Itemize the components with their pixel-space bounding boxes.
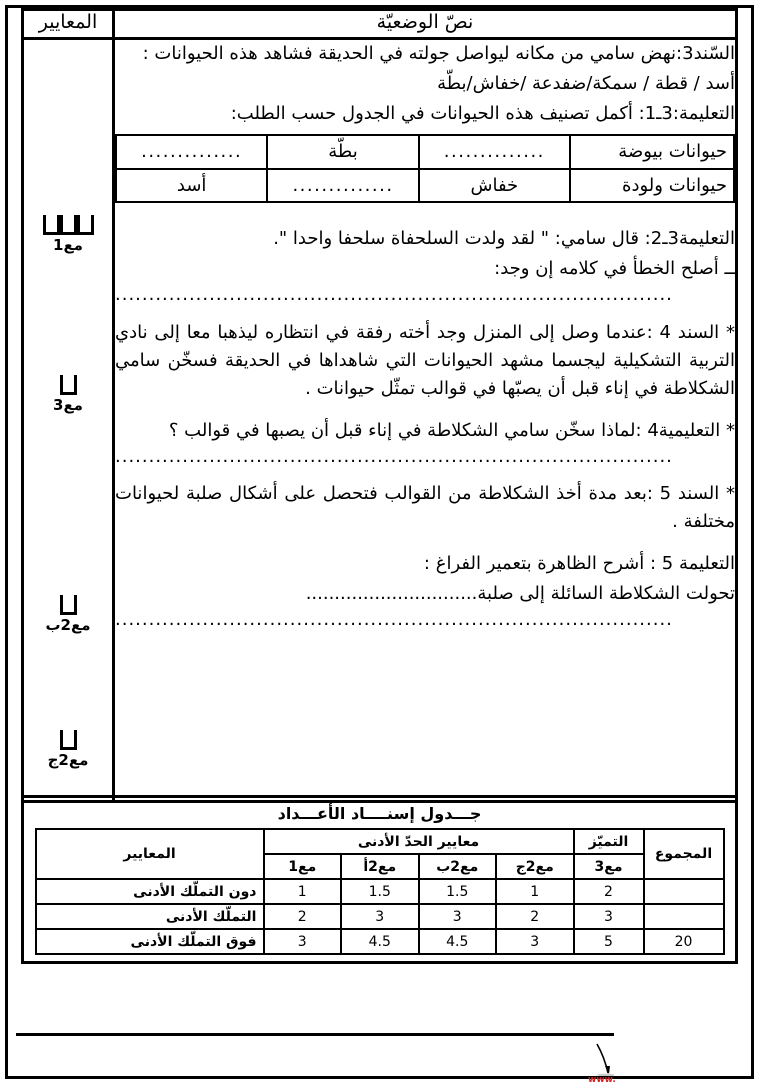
table-row bbox=[36, 929, 724, 954]
cell-viviparous-3[interactable]: أسد bbox=[116, 169, 267, 203]
row-2-label: فوق التملّك الأدنى bbox=[36, 929, 264, 954]
row-2-value-2a[interactable]: 4.5 bbox=[341, 929, 419, 954]
row-0-value-2b[interactable]: 1.5 bbox=[419, 879, 497, 904]
row-1-distinction[interactable]: 3 bbox=[574, 904, 644, 929]
exam-content-cell bbox=[114, 39, 737, 802]
marks-table-title: جـــدول إسنــــاد الأعـــداد bbox=[277, 804, 482, 823]
header-min-code-2a: مع2أ bbox=[341, 854, 419, 879]
animals-list-line: أسد / قطة / سمكة/ضفدعة /خفاش/بطّة bbox=[437, 72, 735, 94]
row-0-value-2a[interactable]: 1.5 bbox=[341, 879, 419, 904]
criteria-label-mark-1: مع1 bbox=[53, 236, 83, 254]
answer-dots-line-2[interactable]: ................................................................................... bbox=[115, 446, 673, 467]
header-criteria: المعايير bbox=[36, 829, 264, 879]
row-2-distinction[interactable]: 5 bbox=[574, 929, 644, 954]
header-min-group: معايير الحدّ الأدنى bbox=[264, 829, 574, 854]
row-1-value-1[interactable]: 2 bbox=[264, 904, 342, 929]
ubox-group-mark-1 bbox=[24, 215, 112, 235]
row-label-viviparous: حيوانات ولودة bbox=[570, 169, 734, 203]
score-box-icon[interactable] bbox=[43, 215, 60, 235]
criteria-mark-2b[interactable] bbox=[24, 595, 112, 634]
answer-dots-line-3[interactable]: ................................................................................... bbox=[115, 609, 673, 630]
table-row bbox=[116, 169, 734, 203]
table-header-row bbox=[23, 10, 737, 39]
header-criteria-column: المعايير bbox=[23, 10, 114, 39]
exam-layout-table bbox=[21, 8, 738, 803]
criteria-label-mark-3: مع3 bbox=[53, 396, 83, 414]
instruction-3-1: التعليمة:3ـ1: أكمل تصنيف هذه الحيوانات في الجدول حسب الطلب: bbox=[230, 102, 735, 124]
table-body-row bbox=[23, 39, 737, 802]
row-2-total[interactable]: 20 bbox=[644, 929, 724, 954]
animals-classification-table bbox=[115, 134, 735, 204]
row-label-oviparous: حيوانات بيوضة bbox=[570, 135, 734, 169]
score-box-icon[interactable] bbox=[60, 730, 77, 750]
answer-dots-line-1[interactable]: ................................................................................... bbox=[115, 285, 673, 306]
instruction-5-answer[interactable] bbox=[115, 580, 735, 608]
row-1-label: التملّك الأدنى bbox=[36, 904, 264, 929]
support-3-paragraph: السّند3:نهض سامي من مكانه ليواصل جولته في الحديقة فشاهد هذه الحيوانات : bbox=[142, 43, 735, 64]
row-2-value-2c[interactable]: 3 bbox=[496, 929, 574, 954]
cell-oviparous-3[interactable]: .............. bbox=[116, 135, 267, 169]
header-text-column: نصّ الوضعيّة bbox=[114, 10, 737, 39]
pen-scribble-icon bbox=[592, 1042, 614, 1076]
cell-oviparous-1[interactable]: .............. bbox=[419, 135, 570, 169]
footer-divider-line bbox=[16, 1033, 614, 1036]
header-min-code-2c: مع2ج bbox=[496, 854, 574, 879]
header-total: المجموع bbox=[644, 829, 724, 879]
marks-allocation-section bbox=[21, 795, 738, 964]
score-box-icon[interactable] bbox=[60, 595, 77, 615]
criteria-label-mark-2c: مع2ج bbox=[47, 751, 89, 769]
criteria-mark-1[interactable] bbox=[24, 215, 112, 254]
row-0-total[interactable] bbox=[644, 879, 724, 904]
site-watermark: www. bbox=[588, 1075, 616, 1085]
marks-header-row-1 bbox=[36, 829, 724, 854]
support-5-paragraph: * السند 5 :بعد مدة أخذ الشكلاطة من القوالب فتحصل على أشكال صلبة لحيوانات مختلفة . bbox=[115, 483, 735, 533]
ubox-group-mark-3 bbox=[24, 375, 112, 395]
row-1-value-2b[interactable]: 3 bbox=[419, 904, 497, 929]
row-0-value-1[interactable]: 1 bbox=[264, 879, 342, 904]
cell-oviparous-2[interactable]: بطّة bbox=[267, 135, 418, 169]
instruction-5-answer-text: تحولت الشكلاطة السائلة إلى صلبة bbox=[477, 583, 735, 605]
instruction-3-2: التعليمة3ـ2: قال سامي: " لقد ولدت السلحفاة سلحفا واحدا ". bbox=[273, 228, 735, 250]
ubox-group-mark-2c bbox=[24, 730, 112, 750]
ubox-group-mark-2b bbox=[24, 595, 112, 615]
cell-viviparous-1[interactable]: خفاش bbox=[419, 169, 570, 203]
criteria-mark-3[interactable] bbox=[24, 375, 112, 414]
criteria-label-mark-2b: مع2ب bbox=[45, 616, 91, 634]
row-1-value-2c[interactable]: 2 bbox=[496, 904, 574, 929]
row-1-total[interactable] bbox=[644, 904, 724, 929]
header-distinction: التميّز bbox=[574, 829, 644, 854]
row-0-distinction[interactable]: 2 bbox=[574, 879, 644, 904]
instruction-5-answer-dots: .............................. bbox=[305, 583, 478, 605]
header-distinction-code: مع3 bbox=[574, 854, 644, 879]
score-box-icon[interactable] bbox=[60, 215, 77, 235]
score-box-icon[interactable] bbox=[60, 375, 77, 395]
instruction-3-2-sub: ــ أصلح الخطأ في كلامه إن وجد: bbox=[494, 258, 735, 280]
header-min-code-2b: مع2ب bbox=[419, 854, 497, 879]
row-1-value-2a[interactable]: 3 bbox=[341, 904, 419, 929]
instruction-5: التعليمة 5 : أشرح الظاهرة بتعمير الفراغ : bbox=[423, 553, 735, 575]
row-2-value-1[interactable]: 3 bbox=[264, 929, 342, 954]
score-box-icon[interactable] bbox=[77, 215, 94, 235]
row-0-label: دون التملّك الأدنى bbox=[36, 879, 264, 904]
table-row bbox=[36, 879, 724, 904]
instruction-4: * التعليمية4 :لماذا سخّن سامي الشكلاطة في إناء قبل أن يصبها في قوالب ؟ bbox=[168, 419, 735, 441]
table-row bbox=[36, 904, 724, 929]
criteria-mark-2c[interactable] bbox=[24, 730, 112, 769]
header-min-code-1: مع1 bbox=[264, 854, 342, 879]
row-0-value-2c[interactable]: 1 bbox=[496, 879, 574, 904]
row-2-value-2b[interactable]: 4.5 bbox=[419, 929, 497, 954]
cell-viviparous-2[interactable]: .............. bbox=[267, 169, 418, 203]
support-4-paragraph: * السند 4 :عندما وصل إلى المنزل وجد أخته رفقة في انتظاره ليذهبا معا إلى نادي التربية التشكيلية ليجسما مشهد الحيوانات التي شاهداها في الحديقة فسخّن سامي الشكلاطة في إناء قبل أن يصبّها في قوالب تمثّل حيوانات . bbox=[115, 322, 735, 399]
table-row bbox=[116, 135, 734, 169]
marks-allocation-table bbox=[35, 828, 725, 955]
criteria-marks-cell bbox=[23, 39, 114, 802]
